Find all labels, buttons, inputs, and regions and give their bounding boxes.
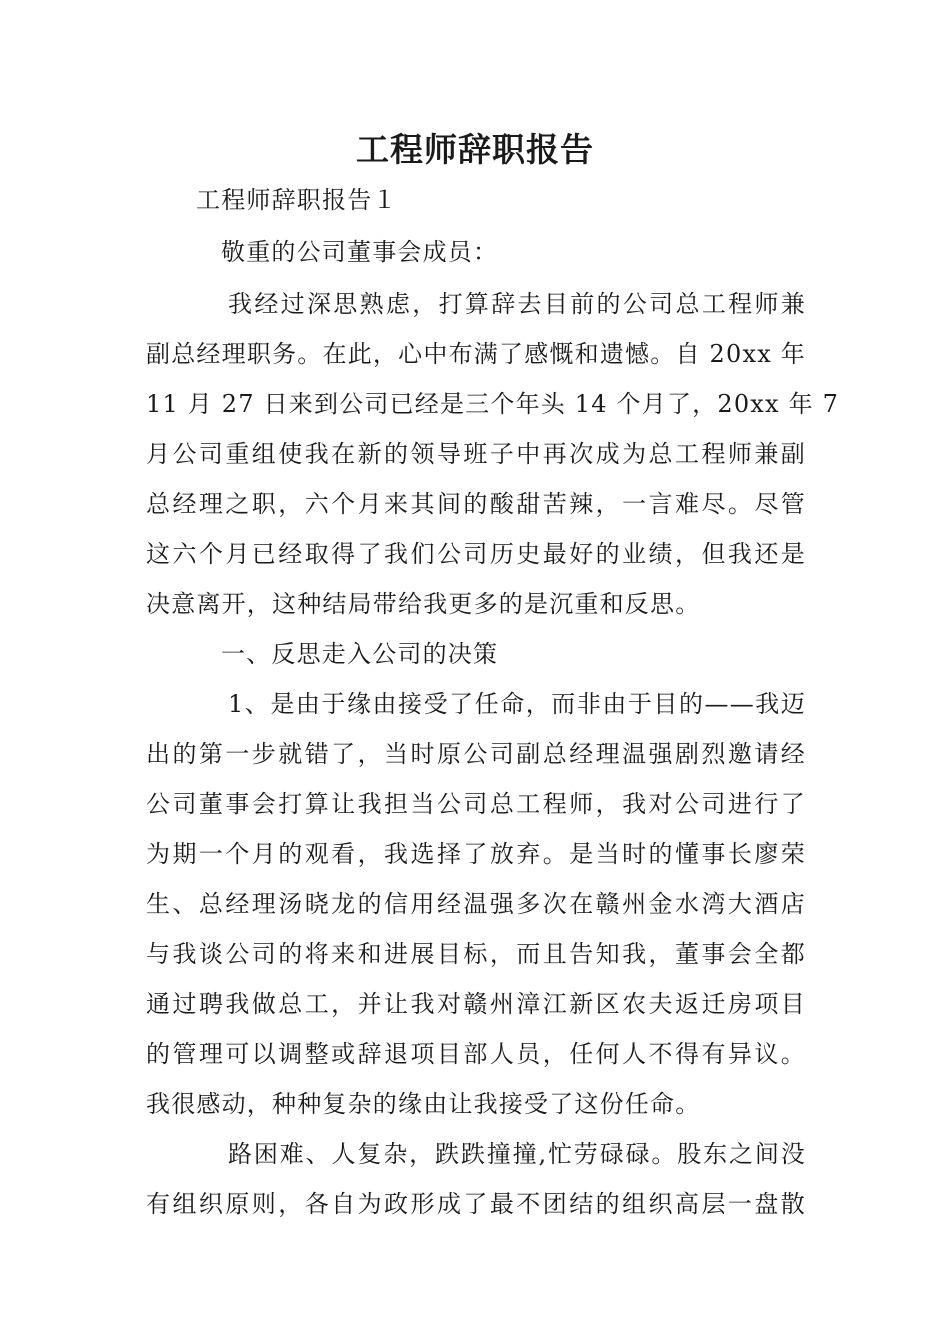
paragraph-line: 的管理可以调整或辞退项目部人员，任何人不得有异议。 xyxy=(146,1040,806,1068)
paragraph-line: 副总经理职务。在此，心中布满了感慨和遗憾。自 20xx 年 xyxy=(146,340,806,368)
paragraph-line: 为期一个月的观看，我选择了放弃。是当时的懂事长廖荣 xyxy=(146,840,806,868)
subtitle-line: 工程师辞职报告１ xyxy=(196,186,398,214)
paragraph-line: 这六个月已经取得了我们公司历史最好的业绩，但我还是 xyxy=(146,540,806,568)
paragraph-line: 出的第一步就错了，当时原公司副总经理温强剧烈邀请经 xyxy=(146,740,806,768)
paragraph-line: 公司董事会打算让我担当公司总工程师，我对公司进行了 xyxy=(146,790,806,818)
paragraph-line: 路困难、人复杂，跌跌撞撞,忙劳碌碌。股东之间没 xyxy=(228,1140,806,1168)
paragraph-line: 总经理之职，六个月来其间的酸甜苦辣，一言难尽。尽管 xyxy=(146,490,806,518)
paragraph-line: 我经过深思熟虑，打算辞去目前的公司总工程师兼 xyxy=(228,290,806,318)
paragraph-line: 与我谈公司的将来和进展目标，而且告知我，董事会全都 xyxy=(146,940,806,968)
salutation-line: 敬重的公司董事会成员： xyxy=(221,238,499,266)
paragraph-line: 生、总经理汤晓龙的信用经温强多次在赣州金水湾大酒店 xyxy=(146,890,806,918)
section-heading: 一、反思走入公司的决策 xyxy=(221,640,499,668)
paragraph-line: 有组织原则，各自为政形成了最不团结的组织高层一盘散 xyxy=(146,1190,806,1218)
paragraph-line: 决意离开，这种结局带给我更多的是沉重和反思。 xyxy=(146,590,701,618)
paragraph-line: 我很感动，种种复杂的缘由让我接受了这份任命。 xyxy=(146,1090,701,1118)
paragraph-line: 通过聘我做总工，并让我对赣州漳江新区农夫返迁房项目 xyxy=(146,990,806,1018)
paragraph-line: 1、是由于缘由接受了任命，而非由于目的——我迈 xyxy=(228,690,806,718)
document-title: 工程师辞职报告 xyxy=(356,130,594,169)
paragraph-line: 11 月 27 日来到公司已经是三个年头 14 个月了，20xx 年 7 xyxy=(146,390,840,418)
paragraph-line: 月公司重组使我在新的领导班子中再次成为总工程师兼副 xyxy=(146,440,806,468)
